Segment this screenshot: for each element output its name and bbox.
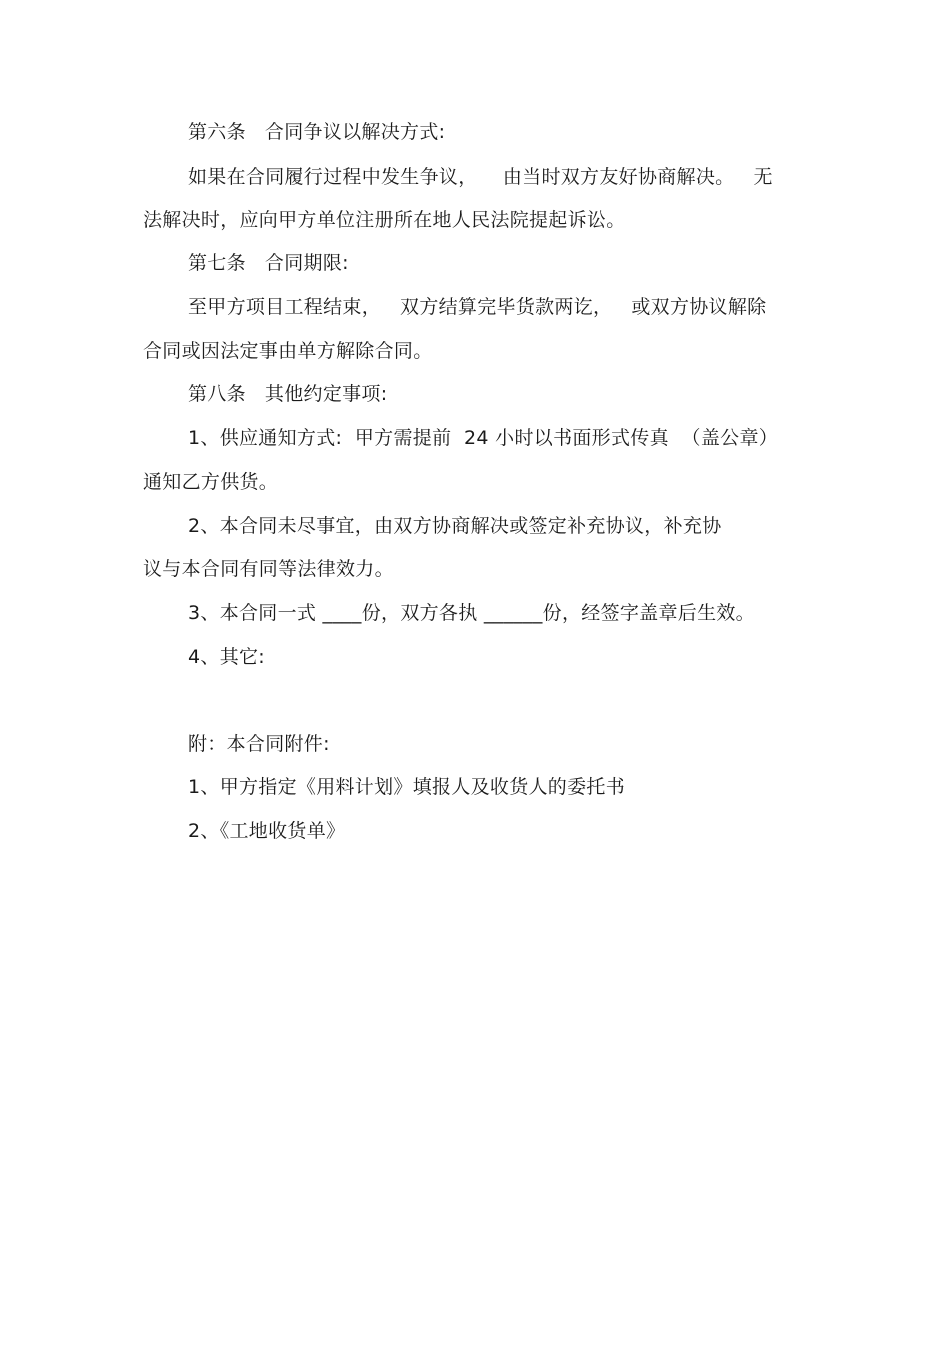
article-7-text-line-2: 合同或因法定事由单方解除合同。 [143,340,433,362]
article-8-item-2-line-1: 2、本合同未尽事宜，由双方协商解决或签定补充协议，补充协 [188,515,722,537]
article-8-heading: 第八条 其他约定事项: [188,383,388,405]
article-8-item-3: 3、本合同一式 ____份，双方各执 ______份，经签字盖章后生效。 [188,602,755,624]
article-6-heading: 第六条 合同争议以解决方式: [188,121,446,143]
article-6-text-line-2: 法解决时，应向甲方单位注册所在地人民法院提起诉讼。 [143,209,626,231]
article-8-item-4: 4、其它: [188,646,265,668]
article-7-heading: 第七条 合同期限: [188,252,349,274]
article-7-text-line-1: 至甲方项目工程结束， 双方结算完毕货款两讫， 或双方协议解除 [188,296,767,318]
article-6-text-line-1: 如果在合同履行过程中发生争议， 由当时双方友好协商解决。 无 [188,166,773,188]
article-8-item-2-line-2: 议与本合同有同等法律效力。 [143,558,394,580]
attachment-item-1: 1、甲方指定《用料计划》填报人及收货人的委托书 [188,776,625,798]
attachment-item-2: 2、《工地收货单》 [188,820,346,842]
article-8-item-1-line-2: 通知乙方供货。 [143,471,279,493]
attachments-heading: 附：本合同附件: [188,733,330,755]
article-8-item-1-line-1: 1、供应通知方式: 甲方需提前 24 小时以书面形式传真 （盖公章） [188,427,779,449]
